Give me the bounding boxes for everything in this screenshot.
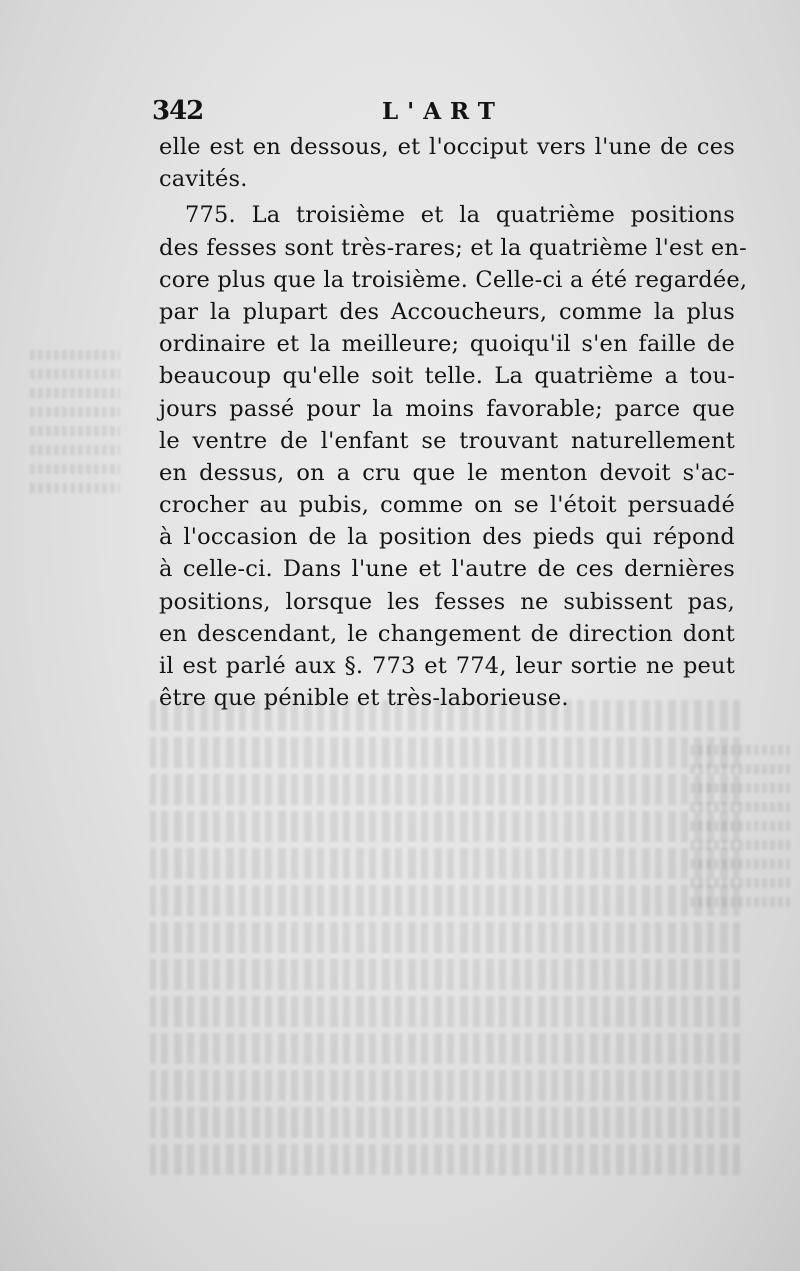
text-line: par la plupart des Accoucheurs, comme la plus bbox=[159, 298, 735, 325]
text-line: ordinaire et la meilleure; quoiqu'il s'en faille de bbox=[159, 331, 735, 358]
text-line: à celle-ci. Dans l'une et l'autre de ces dernières bbox=[159, 556, 735, 583]
text-line: cavités. bbox=[159, 166, 248, 193]
text-line: crocher au pubis, comme on se l'étoit persuadé bbox=[159, 492, 735, 519]
margin-ghost-right bbox=[690, 745, 790, 916]
page-number: 342 bbox=[152, 96, 204, 126]
text-line: le ventre de l'enfant se trouvant naturellement bbox=[159, 427, 735, 454]
text-line: en descendant, le changement de direction dont bbox=[159, 620, 735, 647]
text-line: core plus que la troisième. Celle-ci a été regardée, bbox=[159, 266, 748, 293]
text-line: être que pénible et très-laborieuse. bbox=[159, 685, 569, 712]
body-text bbox=[159, 131, 748, 714]
text-line: beaucoup qu'elle soit telle. La quatrième a tou- bbox=[159, 363, 735, 390]
running-head bbox=[152, 96, 752, 136]
margin-ghost-left bbox=[30, 350, 120, 502]
text-line: des fesses sont très-rares; et la quatrième l'est en- bbox=[159, 234, 747, 261]
text-line: en dessus, on a cru que le menton devoit s'ac- bbox=[159, 459, 735, 486]
text-line: jours passé pour la moins favorable; parce que bbox=[159, 395, 735, 422]
text-line: il est parlé aux §. 773 et 774, leur sortie ne peut bbox=[159, 653, 735, 679]
text-line: positions, lorsque les fesses ne subissent pas, bbox=[159, 588, 735, 615]
paragraph-775-start: 775. La troisième et la quatrième positions bbox=[185, 202, 735, 229]
bleed-through-texture bbox=[150, 700, 740, 1220]
text-line: elle est en dessous, et l'occiput vers l'une de ces bbox=[159, 134, 735, 160]
running-title: L'ART bbox=[382, 98, 504, 125]
text-line: à l'occasion de la position des pieds qui répond bbox=[159, 524, 735, 551]
